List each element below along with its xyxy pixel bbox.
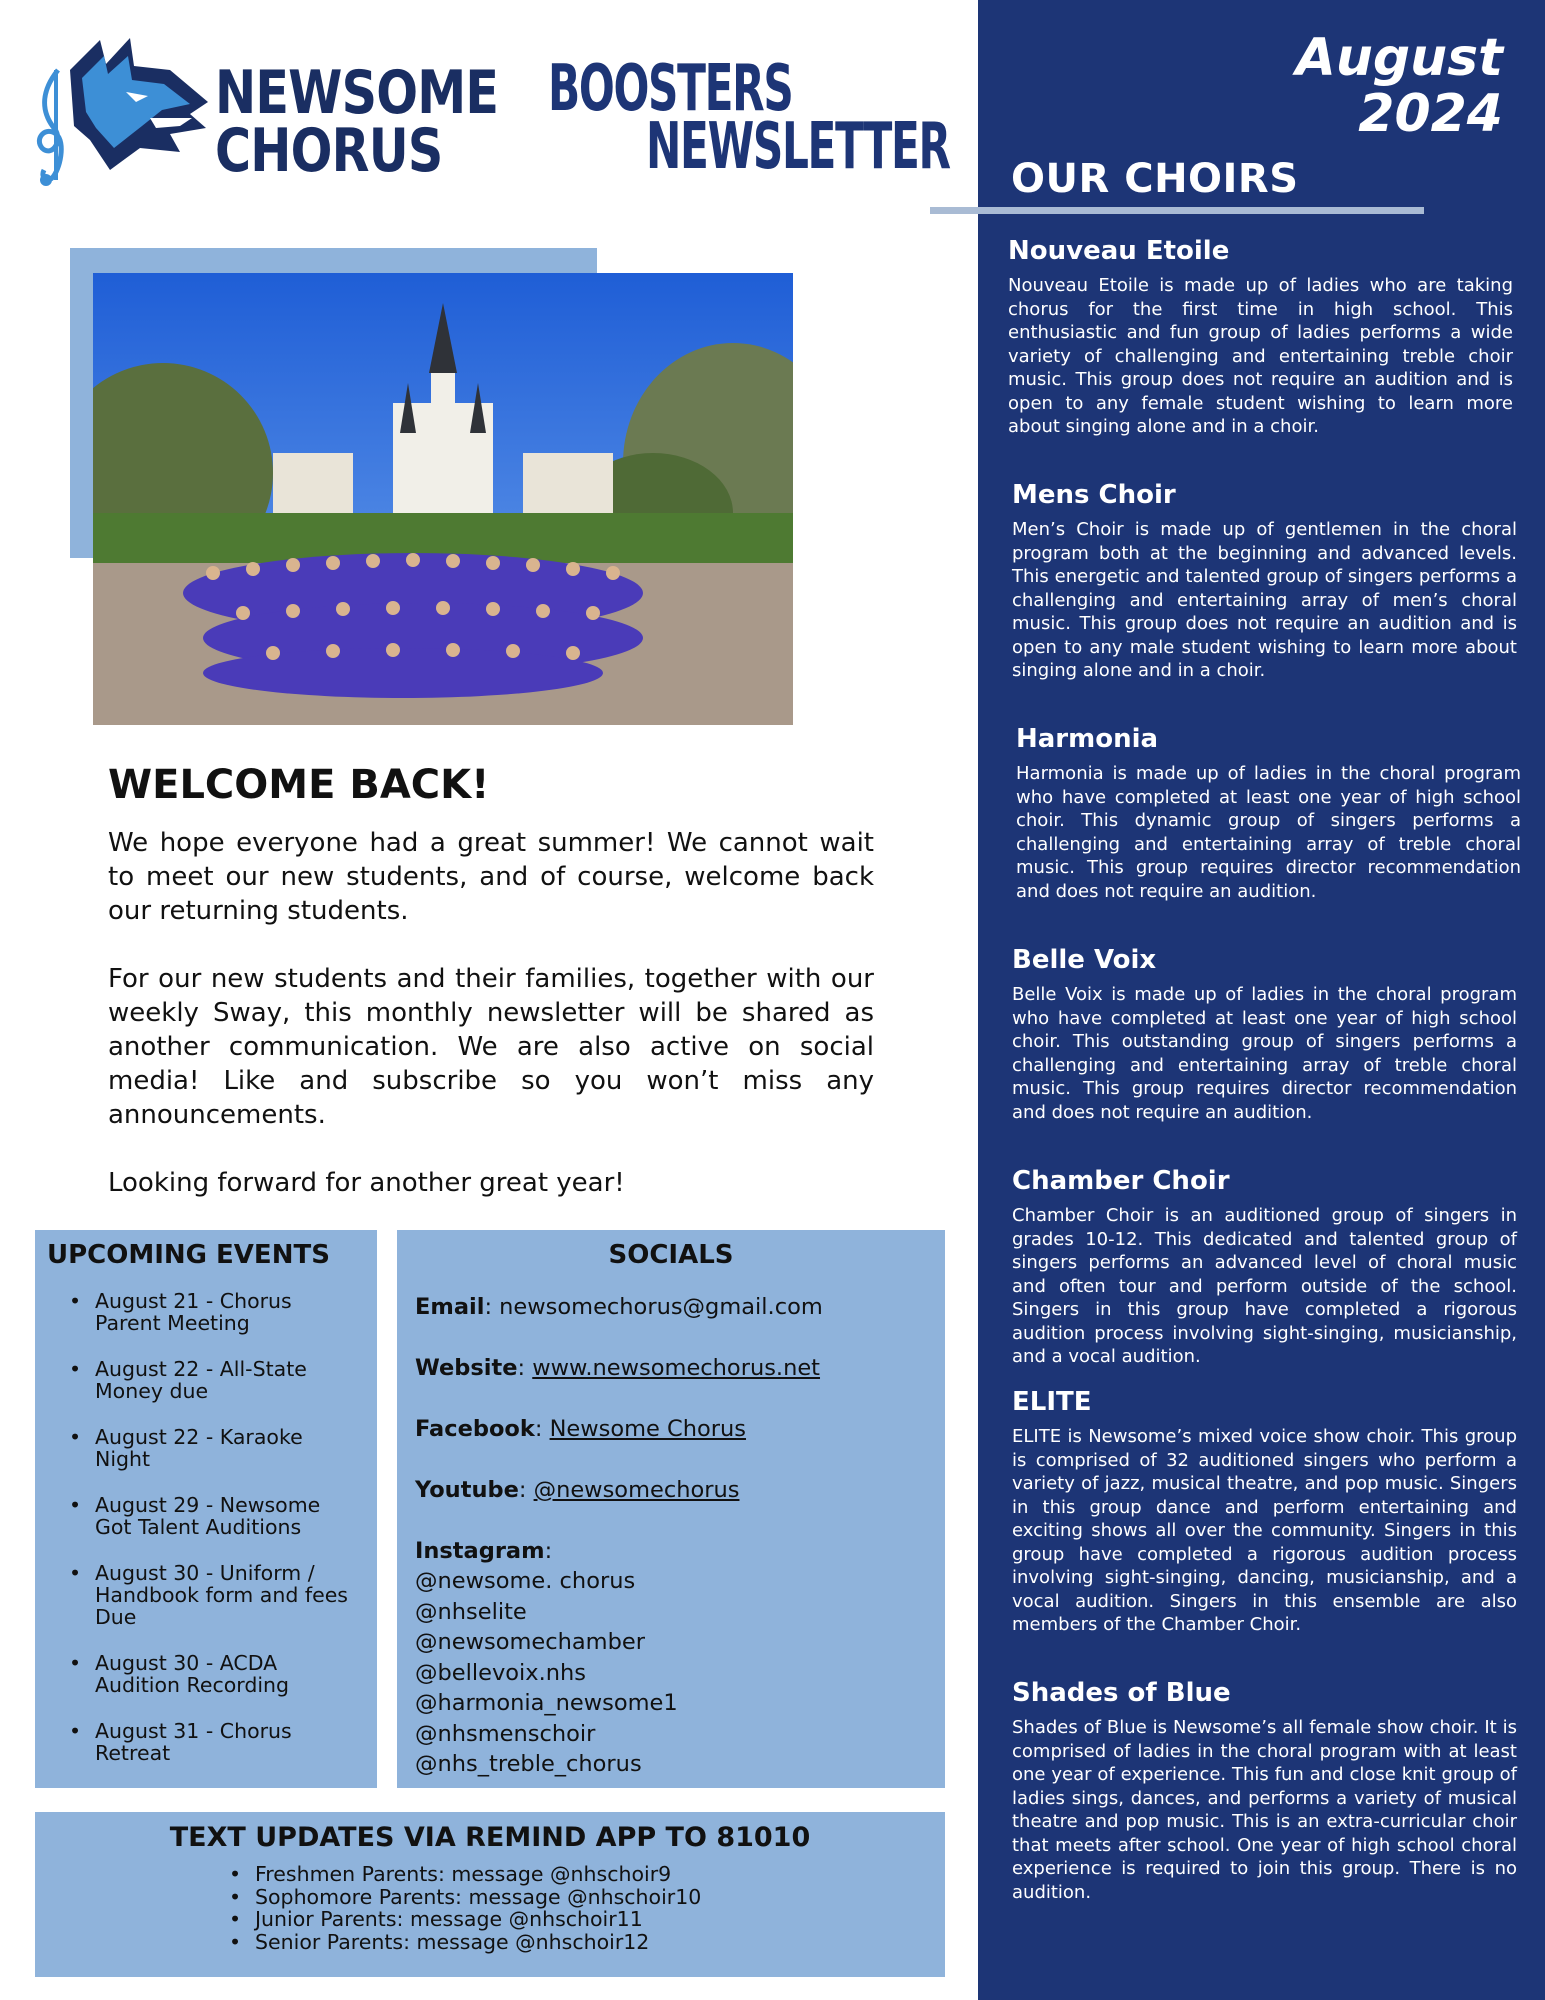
- issue-year: 2024: [1358, 84, 1503, 144]
- group-photo: [93, 273, 793, 725]
- brand-line-2: CHORUS: [215, 116, 443, 186]
- title-line-2: NEWSLETTER: [646, 110, 950, 184]
- socials-title: SOCIALS: [608, 1240, 734, 1270]
- socials-list: [415, 1292, 945, 1780]
- event-item: • August 22 - All-State Money due: [95, 1358, 355, 1402]
- email-value[interactable]: newsomechorus@gmail.com: [499, 1294, 823, 1320]
- choir-name: Nouveau Etoile: [1008, 236, 1230, 266]
- instagram-handle: @nhsmenschoir: [415, 1720, 596, 1747]
- choir-name: ELITE: [1012, 1387, 1092, 1417]
- title-line-1: BOOSTERS: [548, 52, 793, 126]
- event-item: • August 30 - Uniform / Handbook form and fees Due: [95, 1562, 355, 1628]
- welcome-paragraph: We hope everyone had a great summer! We cannot wait to meet our new students, and of course, welcome back our returning students.: [108, 828, 874, 926]
- upcoming-events-box: [35, 1230, 377, 1788]
- youtube-link[interactable]: @newsomechorus: [533, 1477, 740, 1503]
- youtube-row: Youtube: @newsomechorus: [415, 1477, 740, 1503]
- event-item: • August 22 - Karaoke Night: [95, 1426, 355, 1470]
- welcome-paragraph: For our new students and their families, together with our weekly Sway, this monthly newsletter will be shared as another communication. We are also active on social media! Like and subscribe so you won’t miss any announcements.: [108, 964, 874, 1130]
- text-updates-title: TEXT UPDATES VIA REMIND APP TO 81010: [169, 1822, 811, 1853]
- instagram-handle: @bellevoix.nhs: [415, 1659, 587, 1686]
- instagram-handle: @newsome. chorus: [415, 1568, 636, 1594]
- choir-elite: [1012, 1387, 1517, 1637]
- text-update-item: • Freshmen Parents: message @nhschoir9: [255, 1863, 945, 1886]
- wolf-logo: [30, 30, 220, 210]
- choir-name: Belle Voix: [1012, 945, 1157, 975]
- choir-name: Chamber Choir: [1012, 1166, 1230, 1196]
- choir-name: Mens Choir: [1012, 480, 1176, 510]
- choir-nouveau-etoile: [1008, 236, 1513, 439]
- instagram-handle: @nhs_treble_chorus: [415, 1751, 642, 1777]
- welcome-body: [108, 826, 874, 1234]
- choir-description: ELITE is Newsome’s mixed voice show choir. This group is comprised of 32 auditioned singers who perform a variety of jazz, musical theatre, and pop music. Singers in this group dance and perform entertaining and exciting shows all over the community. Singers in this group have completed a rigorous audition process involving sight-singing, dancing, musicianship, and a vocal audition. Singers in this ensemble are also members of the Chamber Choir.: [1012, 1426, 1517, 1635]
- choir-harmonia: [1016, 724, 1521, 903]
- instagram-row: Instagram: @newsome. chorus @nhselite @newsomechamber @bellevoix.nhs @harmonia_newsome1 @nhsmenschoir @nhs_treble_chorus: [415, 1536, 945, 1780]
- choir-description: Harmonia is made up of ladies in the choral program who have completed at least one year of high school choir. This dynamic group of singers performs a challenging and entertaining array of treble choral music. This group requires director recommendation and does not require an audition.: [1016, 763, 1521, 902]
- choir-description: Belle Voix is made up of ladies in the choral program who have completed at least one year of high school choir. This outstanding group of singers performs a challenging and entertaining array of treble choral music. This group requires director recommendation and does not require an audition.: [1012, 984, 1517, 1123]
- email-row: Email: newsomechorus@gmail.com: [415, 1294, 823, 1320]
- website-label: Website: [415, 1355, 518, 1381]
- choirs-sidebar: [978, 0, 1545, 2000]
- choir-name: Harmonia: [1016, 724, 1159, 754]
- website-row: Website: www.newsomechorus.net: [415, 1355, 821, 1381]
- brand-line-1: NEWSOME: [215, 58, 499, 128]
- events-list: [95, 1290, 377, 1764]
- event-item: • August 21 - Chorus Parent Meeting: [95, 1290, 355, 1334]
- text-update-item: • Junior Parents: message @nhschoir11: [255, 1908, 945, 1931]
- email-label: Email: [415, 1294, 485, 1320]
- instagram-handle: @nhselite: [415, 1598, 527, 1625]
- choir-chamber-choir: [1012, 1166, 1517, 1369]
- facebook-link[interactable]: Newsome Chorus: [549, 1416, 747, 1442]
- event-item: • August 30 - ACDA Audition Recording: [95, 1652, 355, 1696]
- socials-box: [397, 1230, 945, 1788]
- event-item: • August 31 - Chorus Retreat: [95, 1720, 355, 1764]
- choirs-title-underline: [930, 207, 1424, 214]
- text-updates-list: [255, 1863, 945, 1953]
- instagram-handle: @newsomechamber: [415, 1629, 645, 1655]
- youtube-label: Youtube: [415, 1477, 519, 1503]
- instagram-handle: @harmonia_newsome1: [415, 1690, 678, 1716]
- issue-month: August: [1295, 28, 1503, 88]
- choir-belle-voix: [1012, 945, 1517, 1124]
- facebook-row: Facebook: Newsome Chorus: [415, 1416, 747, 1442]
- issue-date: [1296, 30, 1503, 142]
- choir-description: Shades of Blue is Newsome’s all female show choir. It is comprised of ladies in the choral program with at least one year of experience. This fun and close knit group of ladies sings, dances, and performs a variety of musical theatre and pop music. This is an extra-curricular choir that meets after school. One year of high school choral experience is required to join this group. There is no audition.: [1012, 1717, 1517, 1903]
- text-update-item: • Senior Parents: message @nhschoir12: [255, 1931, 945, 1954]
- text-updates-box: [35, 1812, 945, 1977]
- website-link[interactable]: www.newsomechorus.net: [532, 1355, 821, 1381]
- facebook-label: Facebook: [415, 1416, 535, 1442]
- choir-description: Chamber Choir is an auditioned group of singers in grades 10-12. This dedicated and talented group of singers performs an advanced level of choral music and often tour and perform outside of the school. Singers in this group have completed a rigorous audition process involving sight-singing, musicianship, and a vocal audition.: [1012, 1205, 1517, 1367]
- brand-name: [215, 58, 499, 186]
- instagram-label: Instagram: [415, 1538, 545, 1564]
- choir-description: Nouveau Etoile is made up of ladies who are taking chorus for the first time in high school. This enthusiastic and fun group of ladies performs a wide variety of challenging and entertaining treble choir music. This group does not require an audition and is open to any female student wishing to learn more about singing alone and in a choir.: [1008, 275, 1513, 437]
- welcome-paragraph: Looking forward for another great year!: [108, 1168, 625, 1198]
- welcome-title: WELCOME BACK!: [108, 762, 490, 808]
- choirs-title: OUR CHOIRS: [1011, 156, 1299, 202]
- text-update-item: • Sophomore Parents: message @nhschoir10: [255, 1886, 945, 1909]
- choir-shades-of-blue: [1012, 1678, 1517, 1904]
- choir-name: Shades of Blue: [1012, 1678, 1231, 1708]
- events-title: UPCOMING EVENTS: [47, 1240, 330, 1270]
- choir-description: Men’s Choir is made up of gentlemen in the choral program both at the beginning and advanced levels. This energetic and talented group of singers performs a challenging and entertaining array of men’s choral music. This group does not require an audition and is open to any male student wishing to learn more about singing alone and in a choir.: [1012, 519, 1517, 681]
- choir-mens-choir: [1012, 480, 1517, 683]
- event-item: • August 29 - Newsome Got Talent Auditions: [95, 1494, 355, 1538]
